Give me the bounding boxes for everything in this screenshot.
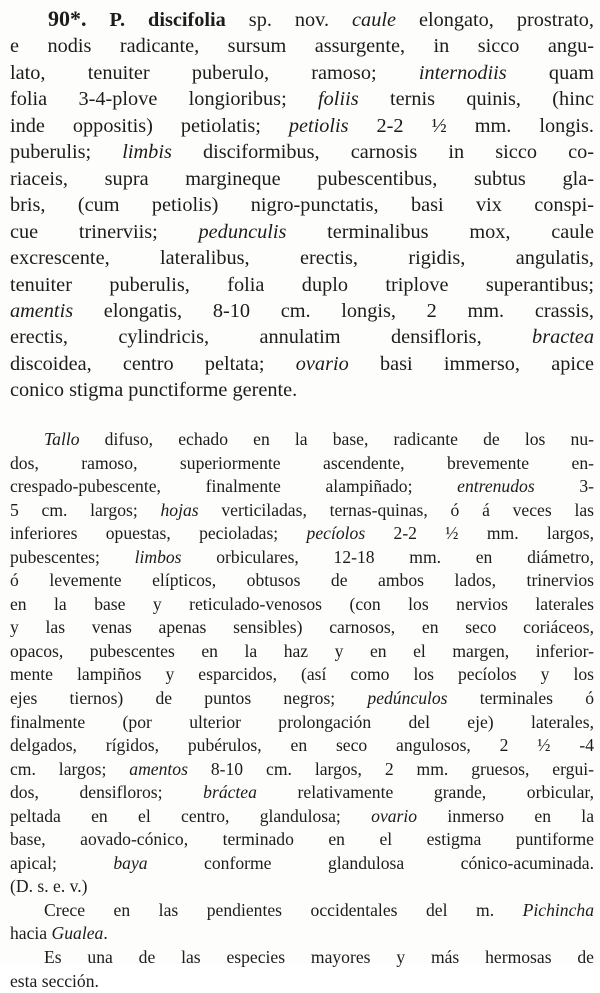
text-run: excrescente, lateralibus, erectis, rigidis, angulatis, [10,247,594,270]
text-line [10,569,594,593]
italic-term: pecíolos [306,523,366,544]
text-run: elongatis, 8-10 cm. longis, 2 mm. crassis, [73,299,594,322]
latin-line-1-rest [352,9,594,31]
text-line [10,113,594,139]
italic-term: amentos [129,758,188,779]
text-line [10,852,594,876]
text-run: Crece en las pendientes occidentales del m. [44,899,523,920]
text-line [10,166,594,192]
text-line [10,922,594,946]
text-run: bris, (cum petiolis) nigro-punctatis, basi vix conspi- [10,194,594,217]
text-line [10,970,594,993]
remark-paragraph [10,946,594,993]
text-run: peltada en el centro, glandulosa; [10,805,372,826]
text-line [10,828,594,852]
text-line [10,758,594,782]
italic-term: pedunculis [198,220,287,243]
text-run: basi immerso, apice [348,352,594,375]
text-line [10,377,594,403]
text-run: inferiores opuestas, pecioladas; [10,523,307,544]
italic-term: ovario [295,352,349,375]
text-run: inmerso en la [417,805,594,826]
text-run: verticiladas, ternas-quinas, ó á veces las [198,499,594,520]
text-run: . [103,923,108,944]
text-line [10,192,594,218]
text-line [10,687,594,711]
italic-term: caule [352,9,396,31]
text-run: pubescentes; [10,546,135,567]
text-run: orbiculares, 12-18 mm. en diámetro, [181,546,594,567]
text-run: disciformibus, carnosis in sicco co- [171,141,594,164]
text-line [10,875,594,899]
text-line [10,324,594,350]
spanish-lines [10,428,594,899]
text-line [10,33,594,59]
text-line [10,298,594,324]
text-run: apical; [10,852,114,873]
text-run: dos, densifloros; [10,782,204,803]
text-run: conforme glandulosa cónico-acuminada. [147,852,594,873]
text-line [10,522,594,546]
text-line [10,781,594,805]
text-run: base, aovado-cónico, terminado en el estigma puntiforme [10,829,594,850]
text-run: cm. largos; [10,758,130,779]
italic-term: limbos [134,546,182,567]
text-run: 8-10 cm. largos, 2 mm. gruesos, ergui- [187,758,594,779]
text-run: crespado-pubescente, finalmente alampiñado; [10,476,458,497]
italic-term: bráctea [203,782,257,803]
author-note: sp. nov. [248,9,330,31]
text-run: inde oppositis) petiolatis; [10,114,289,137]
italic-term: petiolis [288,114,349,137]
italic-term: limbis [122,141,172,164]
text-line [10,805,594,829]
text-run: terminales ó [447,688,594,709]
text-line [10,946,594,970]
italic-term: baya [113,852,148,873]
text-line [10,663,594,687]
text-line [10,546,594,570]
text-run: 5 cm. largos; [10,499,161,520]
text-run: lato, tenuiter puberulo, ramoso; [10,61,419,84]
text-line [10,640,594,664]
text-line [10,899,594,923]
text-run: discoidea, centro peltata; [10,352,296,375]
italic-term: hojas [160,499,199,520]
text-run: 2-2 ½ mm. largos, [365,523,595,544]
text-line [10,86,594,112]
text-run: relativamente grande, orbicular, [256,782,594,803]
text-line [10,60,594,86]
text-line [10,593,594,617]
italic-term: amentis [10,299,74,322]
text-line [10,452,594,476]
text-run: ejes tiernos) de puntos negros; [10,688,368,709]
text-line [10,428,594,452]
italic-term: ovario [371,805,418,826]
spanish-description [10,428,594,993]
text-run: erectis, cylindricis, annulatim densifloris, [10,326,533,349]
text-run: (D. s. e. v.) [10,876,88,897]
text-run: opacos, pubescentes en la haz y en el margen, inferior- [10,640,594,661]
text-run: mente lampiños y esparcidos, (así como los pecíolos y los [10,664,594,685]
text-run: ternis quinis, (hinc [358,88,594,111]
text-run: elongato, prostrato, [395,9,594,31]
text-run: e nodis radicante, sursum assurgente, in sicco angu- [10,35,594,58]
text-run: cue trinerviis; [10,220,199,243]
text-run: difuso, echado en la base, radicante de los nu- [79,429,594,449]
text-run: delgados, rígidos, pubérulos, en seco angulosos, 2 ½ -4 [10,735,594,756]
text-line [10,616,594,640]
text-run: tenuiter puberulis, folia duplo triplove superantibus; [10,273,594,296]
text-run: dos, ramoso, superiormente ascendente, brevemente en- [10,452,594,473]
italic-term: Gualea [51,923,104,944]
text-run: finalmente (por ulterior prolongación del eje) laterales, [10,711,594,732]
text-run: Es una de las especies mayores y más hermosas de [44,947,594,968]
text-run: 3- [534,476,594,497]
italic-term: entrenudos [457,476,535,497]
text-run: conico stigma punctiforme gerente. [10,379,298,402]
text-run: en la base y reticulado-venosos (con los nervios laterales [10,593,594,614]
text-run: terminalibus mox, caule [286,220,594,243]
italic-term: Pichincha [522,899,594,920]
text-line [10,711,594,735]
text-line [10,734,594,758]
text-run: ó levemente elípticos, obtusos de ambos lados, trinervios [10,570,594,591]
latin-lines [10,33,594,403]
text-line [10,499,594,523]
text-line [10,351,594,377]
text-run: 2-2 ½ mm. longis. [348,114,594,137]
text-run: hacia [10,923,52,944]
species-number: 90*. [48,6,87,31]
text-line [10,475,594,499]
text-line [10,245,594,271]
text-line [10,272,594,298]
text-run: folia 3-4-plove longioribus; [10,88,319,111]
text-run: esta sección. [10,970,99,991]
text-run: riaceis, supra margineque pubescentibus, subtus gla- [10,167,594,190]
text-run: quam [506,61,594,84]
italic-term: bractea [532,326,594,349]
latin-line-1 [10,6,594,33]
latin-description [10,6,594,404]
italic-term: Tallo [44,429,80,449]
italic-term: internodiis [418,61,507,84]
species-name: P. discifolia [109,9,226,31]
text-line [10,219,594,245]
text-run: puberulis; [10,141,123,164]
habitat-paragraph [10,899,594,946]
italic-term: foliis [318,88,359,111]
text-line [10,139,594,165]
text-run: y las venas apenas sensibles) carnosos, en seco coriáceos, [10,617,594,638]
italic-term: pedúnculos [367,688,448,709]
